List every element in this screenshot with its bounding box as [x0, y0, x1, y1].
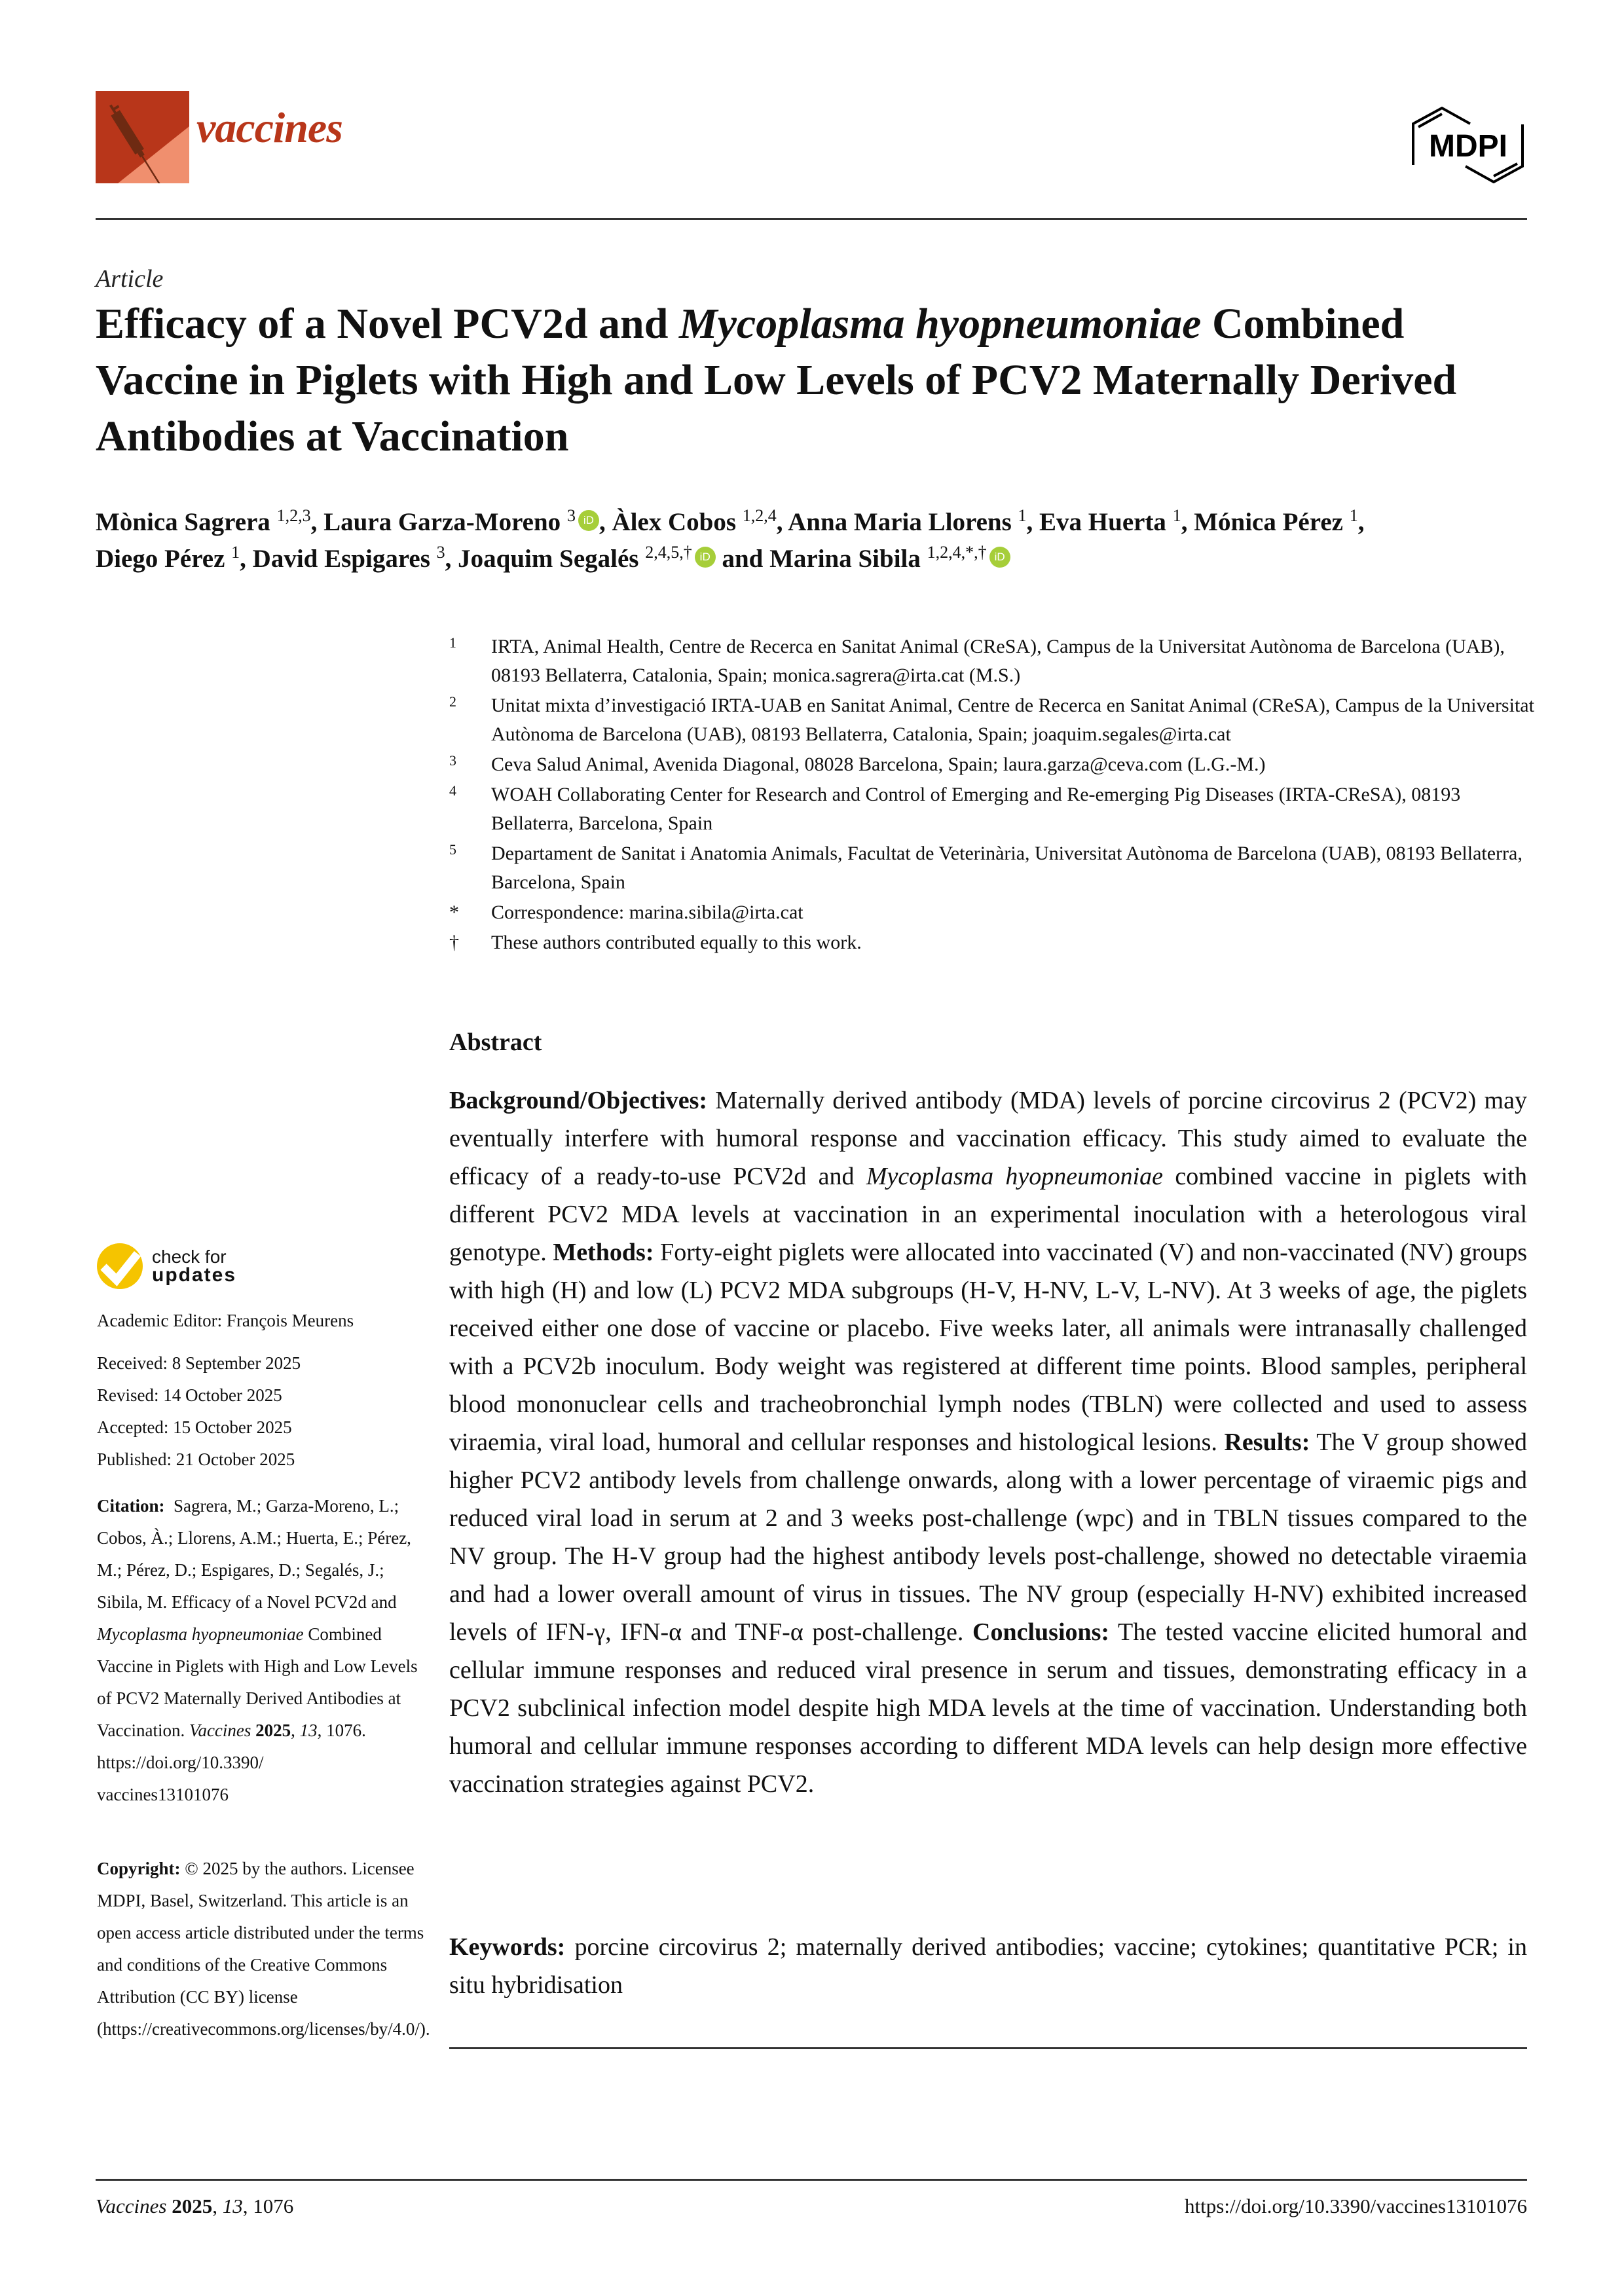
affiliation-item: [449, 839, 1536, 897]
author-name: Joaquim Segalés: [458, 545, 646, 573]
affiliation-item: [449, 750, 1536, 779]
orcid-icon[interactable]: iD: [695, 547, 716, 568]
footer-journal-ref: Vaccines 2025, 13, 1076: [96, 2195, 294, 2217]
author-name: Diego Pérez: [96, 545, 232, 573]
author-name: Laura Garza-Moreno: [323, 508, 567, 536]
affiliation-text: IRTA, Animal Health, Centre de Recerca en Sanitat Animal (CReSA), Campus de la Universitat Autònoma de Barcelona (UAB), 08193 Bellaterra, Catalonia, Spain; monica.sagrera@irta.cat (M.S.): [491, 636, 1505, 686]
author-name: Eva Huerta: [1039, 508, 1173, 536]
author-affiliation-marker: 1,2,3: [276, 506, 311, 525]
author-separator: and: [715, 545, 770, 573]
author-separator: ,: [445, 545, 458, 573]
citation: Citation: Sagrera, M.; Garza-Moreno, L.; Cobos, À.; Llorens, A.M.; Huerta, E.; Pérez, M.; Pérez, D.; Espigares, D.; Segalés, J.; Sibila, M. Efficacy of a Novel PCV2d and Mycoplasma hyopneumoniae Combined Vaccine in Piglets with High and Low Levels of PCV2 Maternally Derived Antibodies at Vaccination. Vaccines 2025, 13, 1076. https://doi.org/10.3390/ vaccines13101076: [97, 1496, 418, 1804]
citation-doi-link[interactable]: https://doi.org/10.3390/ vaccines13101076: [97, 1753, 264, 1804]
footer-doi-link[interactable]: https://doi.org/10.3390/vaccines13101076: [1185, 2195, 1527, 2217]
check-for-updates-button[interactable]: check for updates: [97, 1243, 236, 1290]
affiliation-item: [449, 928, 1536, 957]
orcid-icon[interactable]: iD: [989, 547, 1010, 568]
academic-editor: Academic Editor: François Meurens: [97, 1311, 354, 1330]
author-affiliation-marker: 1: [1172, 506, 1181, 525]
syringe-icon: [96, 91, 189, 183]
article-type: Article: [96, 265, 164, 293]
author-name: Marina Sibila: [769, 545, 927, 573]
revised-date: Revised: 14 October 2025: [97, 1385, 282, 1405]
received-date: Received: 8 September 2025: [97, 1353, 301, 1373]
affiliation-marker: 1: [449, 634, 456, 651]
article-title: Efficacy of a Novel PCV2d and Mycoplasma hyopneumoniae Combined Vaccine in Piglets with High and Low Levels of PCV2 Maternally Derived Antibodies at Vaccination: [96, 300, 1457, 460]
affiliation-text: Correspondence: marina.sibila@irta.cat: [491, 902, 803, 923]
author-affiliation-marker: 1,2,4: [742, 506, 777, 525]
author-separator: ,: [1026, 508, 1040, 536]
check-icon: [97, 1243, 143, 1289]
affiliation-marker: 5: [449, 841, 456, 858]
author-affiliation-marker: 3: [566, 506, 576, 525]
affiliation-item: [449, 691, 1536, 749]
orcid-icon[interactable]: iD: [578, 510, 599, 531]
author-affiliation-marker: 1,2,4,*,†: [927, 543, 987, 562]
author-separator: ,: [1357, 508, 1365, 536]
affiliation-marker: 4: [449, 782, 456, 799]
abstract-divider: [449, 2047, 1527, 2049]
affiliation-text: Unitat mixta d’investigació IRTA-UAB en Sanitat Animal, Centre de Recerca en Sanitat Animal (CReSA), Campus de la Universitat Autònoma de Barcelona (UAB), 08193 Bellaterra, Catalonia, Spain; joaquim.segales@irta.cat: [491, 695, 1534, 745]
abstract-body: Background/Objectives: Maternally derived antibody (MDA) levels of porcine circovirus 2 (PCV2) may eventually interfere with humoral response and vaccination efficacy. This study aimed to evaluate the efficacy of a ready-to-use PCV2d and Mycoplasma hyopneumoniae combined vaccine in piglets with different PCV2 MDA levels at vaccination in an experimental inoculation with a heterologous viral genotype. Methods: Forty-eight piglets were allocated into vaccinated (V) and non-vaccinated (NV) groups with high (H) and low (L) PCV2 MDA subgroups (H-V, H-NV, L-V, L-NV). At 3 weeks of age, the piglets received either one dose of vaccine or placebo. Five weeks later, all animals were intranasally challenged with a PCV2b inoculum. Body weight was registered at different time points. Blood samples, peripheral blood mononuclear cells and tracheobronchial lymph nodes (TBLN) were collected and used to assess viraemia, viral load, humoral and cellular responses and histological lesions. Results: The V group showed higher PCV2 antibody levels from challenge onwards, along with a lower percentage of viraemic pigs and reduced viral load in serum at 2 and 3 weeks post-challenge (wpc) and in TBLN tissues compared to the NV group. The H-V group had the highest antibody levels post-challenge, showed no detectable viraemia and had a lower overall amount of virus in tissues. The NV group (especially H-NV) exhibited increased levels of IFN-γ, IFN-α and TNF-α post-challenge. Conclusions: The tested vaccine elicited humoral and cellular immune responses and reduced viral presence in serum and tissues, demonstrating efficacy in a PCV2 subclinical infection model despite high MDA levels at the time of vaccination. Understanding both humoral and cellular immune responses according to different MDA levels can help design more effective vaccination strategies against PCV2.: [449, 1087, 1527, 1798]
author-affiliation-marker: 1: [1018, 506, 1027, 525]
author-name: Anna Maria Llorens: [788, 508, 1018, 536]
affiliation-marker: 2: [449, 693, 456, 710]
affiliation-text: Ceva Salud Animal, Avenida Diagonal, 08028 Barcelona, Spain; laura.garza@ceva.com (L.G.-M.): [491, 754, 1266, 775]
author-list: [96, 504, 1536, 577]
publication-dates: [97, 1347, 424, 1476]
author-name: David Espigares: [252, 545, 437, 573]
affiliation-text: These authors contributed equally to this work.: [491, 932, 862, 953]
author-name: Mònica Sagrera: [96, 508, 277, 536]
affiliation-item: [449, 632, 1536, 690]
journal-logo: [96, 91, 189, 183]
journal-name: vaccines: [196, 104, 342, 152]
affiliation-text: WOAH Collaborating Center for Research and Control of Emerging and Re-emerging Pig Diseases (IRTA-CReSA), 08193 Bellaterra, Barcelona, Spain: [491, 784, 1461, 834]
author-separator: ,: [1181, 508, 1194, 536]
keywords: Keywords: porcine circovirus 2; maternally derived antibodies; vaccine; cytokines; quantitative PCR; in situ hybridisation: [449, 1933, 1527, 1999]
mdpi-logo: [1408, 106, 1526, 183]
author-name: Àlex Cobos: [612, 508, 743, 536]
affiliation-marker: 3: [449, 752, 456, 769]
header-divider: [96, 218, 1527, 220]
svg-text:MDPI: MDPI: [1429, 129, 1507, 164]
accepted-date: Accepted: 15 October 2025: [97, 1417, 292, 1437]
affiliation-marker: *: [449, 902, 459, 923]
author-affiliation-marker: 1: [231, 543, 240, 562]
affiliation-marker: †: [449, 932, 459, 953]
affiliation-text: Departament de Sanitat i Anatomia Animals, Facultat de Veterinària, Universitat Autònoma de Barcelona (UAB), 08193 Bellaterra, Barcelona, Spain: [491, 843, 1522, 893]
abstract-heading: Abstract: [449, 1029, 542, 1056]
affiliation-item: [449, 780, 1536, 838]
author-affiliation-marker: 2,4,5,†: [645, 543, 692, 562]
author-affiliation-marker: 3: [436, 543, 445, 562]
author-separator: ,: [599, 508, 612, 536]
author-name: Mónica Pérez: [1194, 508, 1350, 536]
affiliation-item: [449, 898, 1536, 927]
footer-divider: [96, 2179, 1527, 2181]
author-separator: ,: [240, 545, 253, 573]
published-date: Published: 21 October 2025: [97, 1449, 295, 1469]
author-separator: ,: [776, 508, 788, 536]
author-affiliation-marker: 1: [1349, 506, 1358, 525]
affiliations: [449, 632, 1536, 958]
author-separator: ,: [310, 508, 324, 536]
copyright: Copyright: © 2025 by the authors. Licensee MDPI, Basel, Switzerland. This article is an open access article distributed under the terms and conditions of the Creative Commons Attribution (CC BY) license (https://creativecommons.org/licenses/by/4.0/).: [97, 1859, 430, 2039]
